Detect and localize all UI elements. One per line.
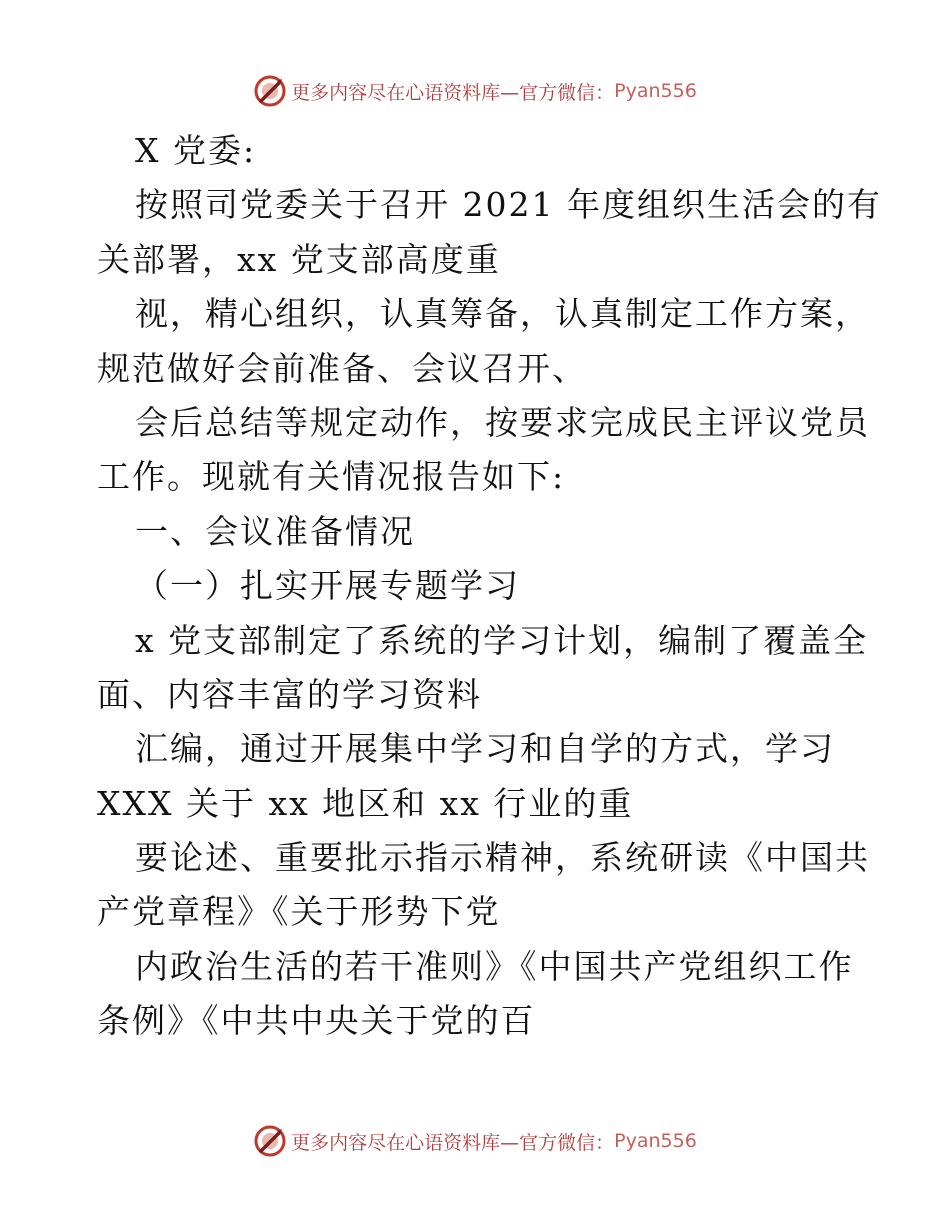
text-line: 产党章程》《关于形势下党 [97, 892, 501, 932]
footer-banner-id: Pyan556 [614, 1130, 697, 1152]
text-line: 视，精心组织，认真筹备，认真制定工作方案， [135, 294, 870, 334]
text-line: 要论述、重要批示指示精神，系统研读《中国共 [135, 838, 870, 878]
brand-logo-icon [253, 74, 287, 108]
subsection-heading: （一）扎实开展专题学习 [135, 566, 520, 606]
text-line: X 党委: [135, 131, 257, 170]
section-heading: 一、会议准备情况 [135, 511, 415, 551]
text-line: 规范做好会前准备、会议召开、 [97, 348, 587, 388]
header-banner-id: Pyan556 [614, 80, 697, 102]
text-line: 汇编，通过开展集中学习和自学的方式，学习 [135, 729, 835, 769]
text-line: 工作。现就有关情况报告如下: [97, 457, 566, 497]
header-banner-text: 更多内容尽在心语资料库—官方微信： [291, 81, 615, 104]
text-line: XXX 关于 xx 地区和 xx 行业的重 [97, 783, 634, 823]
text-line: 关部署，xx 党支部高度重 [97, 239, 501, 279]
text-line: 面、内容丰富的学习资料 [97, 674, 482, 714]
text-line: 内政治生活的若干准则》《中国共产党组织工作 [135, 946, 854, 986]
footer-banner-text: 更多内容尽在心语资料库—官方微信： [291, 1131, 615, 1154]
header-banner [0, 71, 950, 111]
document-body [97, 124, 882, 1049]
text-line: 条例》《中共中央关于党的百 [97, 1001, 536, 1041]
brand-logo-icon [253, 1124, 287, 1158]
footer-banner [0, 1121, 950, 1161]
text-line: 按照司党委关于召开 2021 年度组织生活会的有 [135, 185, 882, 225]
text-line: x 党支部制定了系统的学习计划，编制了覆盖全 [135, 620, 869, 660]
text-line: 会后总结等规定动作，按要求完成民主评议党员 [135, 402, 870, 442]
